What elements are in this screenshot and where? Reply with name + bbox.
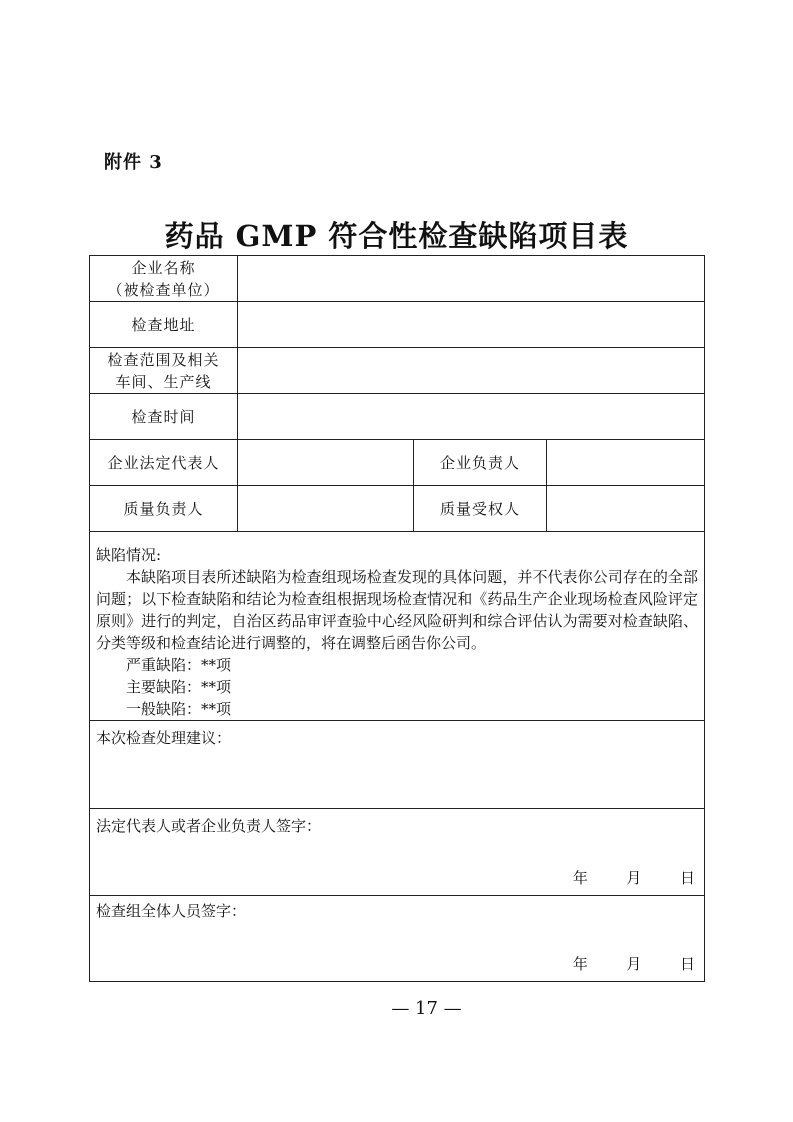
major-defect-count: 主要缺陷：**项 [126,678,232,696]
general-defect-count: 一般缺陷：**项 [126,700,232,718]
inspection-time-value[interactable] [238,394,704,439]
qualified-person-label: 质量受权人 [414,486,547,531]
row-suggestion[interactable] [90,721,704,809]
row-inspection-time [90,394,704,440]
inspection-time-label: 检查时间 [90,394,238,439]
row-address [90,302,704,348]
company-name-label [90,256,238,301]
date-month: 月 [626,869,643,887]
suggestion-label: 本次检查处理建议： [96,729,232,747]
quality-head-label: 质量负责人 [90,486,238,531]
legal-rep-label: 企业法定代表人 [90,440,238,485]
row-company-signature[interactable] [90,809,704,896]
team-signature-date [573,953,696,974]
document-title: 药品 GMP 符合性检查缺陷项目表 [164,219,629,253]
scope-line1: 检查范围及相关 [107,350,220,369]
company-name-line2: （被检查单位） [107,280,220,299]
row-legal-rep [90,440,704,486]
page-number: — 17 — [391,998,462,1019]
team-signature-label: 检查组全体人员签字： [96,902,247,920]
company-head-value[interactable] [547,440,704,485]
company-signature-label: 法定代表人或者企业负责人签字： [96,817,322,835]
defects-description: 本缺陷项目表所述缺陷为检查组现场检查发现的具体问题，并不代表你公司存在的全部问题；以下检查缺陷和结论为检查组根据现场检查情况和《药品生产企业现场检查风险评定原则》进行的判定，自治区药品审评查验中心经风险研判和综合评估认为需要对检查缺陷、分类等级和检查结论进行调整的，将在调整后函告你公司。 [96,568,698,652]
company-head-label: 企业负责人 [414,440,547,485]
date-day: 日 [679,955,696,973]
company-name-line1: 企业名称 [131,258,196,277]
qualified-person-value[interactable] [547,486,704,531]
address-label: 检查地址 [90,302,238,347]
row-quality [90,486,704,532]
company-signature-date [573,867,696,888]
quality-head-value[interactable] [238,486,414,531]
scope-label [90,348,238,393]
company-name-value[interactable] [238,256,704,301]
defects-heading: 缺陷情况: [96,546,162,564]
scope-line2: 车间、生产线 [115,372,212,391]
severe-defect-count: 严重缺陷：**项 [126,656,232,674]
address-value[interactable] [238,302,704,347]
defects-section [96,544,698,720]
scope-value[interactable] [238,348,704,393]
attachment-label: 附件 3 [104,152,163,173]
date-month: 月 [626,955,643,973]
row-defects [90,532,704,721]
defect-form-table [89,255,705,982]
row-team-signature[interactable] [90,896,704,981]
row-scope [90,348,704,394]
date-year: 年 [572,955,589,973]
date-year: 年 [572,869,589,887]
legal-rep-value[interactable] [238,440,414,485]
row-company-name [90,256,704,302]
date-day: 日 [679,869,696,887]
